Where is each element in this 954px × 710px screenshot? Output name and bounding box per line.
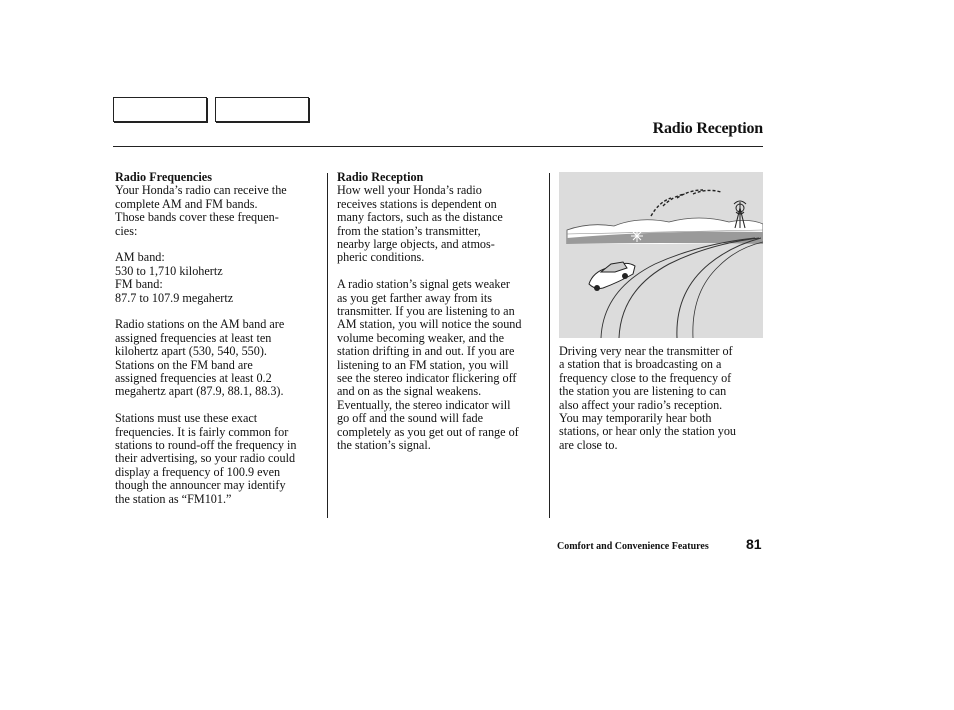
- title-rule: [113, 146, 763, 147]
- paragraph-exact-frequencies: Stations must use these exact frequencies. It is fairly common for stations to round-off the frequency in their advertising, so your radio could display a frequency of 100.9 even though the announcer may identify the station as “FM101.”: [115, 411, 297, 506]
- column-divider-1: [327, 173, 328, 518]
- paragraph-frequency-spacing: Radio stations on the AM band are assigned frequencies at least ten kilohertz apart (530, 540, 550). Stations on the FM band are assigned frequencies at least 0.2 megahertz apart (87.9, 88.1, 88.3).: [115, 317, 285, 399]
- column-divider-2: [549, 173, 550, 518]
- heading-radio-reception: Radio Reception: [337, 170, 424, 184]
- paragraph-bands-intro: Your Honda’s radio can receive the complete AM and FM bands. Those bands cover these frequen- cies:: [115, 183, 287, 238]
- column-transmitter-interference: [559, 345, 763, 466]
- heading-radio-frequencies: Radio Frequencies: [115, 170, 212, 184]
- section-tab-box-2: [215, 97, 309, 122]
- radio-reception-illustration: [559, 172, 763, 338]
- page-title: Radio Reception: [652, 120, 763, 137]
- paragraph-band-ranges: AM band: 530 to 1,710 kilohertz FM band: 87.7 to 107.9 megahertz: [115, 250, 234, 305]
- paragraph-signal-weakening: A radio station’s signal gets weaker as you get farther away from its transmitter. If you are listening to an AM station, you will notice the sound volume becoming weaker, and the station drifting in and out. If you are listening to an FM station, you will see the stereo indicator flickering off and on as the signal weakens. Eventually, the stereo indicator will go off and the sound will fade completely as you get out of range of the station’s signal.: [337, 277, 522, 453]
- paragraph-transmitter-interference: Driving very near the transmitter of a station that is broadcasting on a frequency close to the frequency of the station you are listening to can also affect your radio’s reception. You may temporarily hear both stations, or hear only the station you are close to.: [559, 344, 737, 452]
- page-number: 81: [746, 536, 762, 552]
- paragraph-reception-factors: How well your Honda’s radio receives stations is dependent on many factors, such as the distance from the station’s transmitter, nearby large objects, and atmos- pheric conditions.: [337, 183, 503, 265]
- column-radio-reception: [337, 171, 547, 466]
- car-and-transmitter-drawing: [559, 172, 763, 338]
- footer-section-label: Comfort and Convenience Features: [557, 541, 709, 552]
- section-tab-box-1: [113, 97, 207, 122]
- column-radio-frequencies: [115, 171, 325, 520]
